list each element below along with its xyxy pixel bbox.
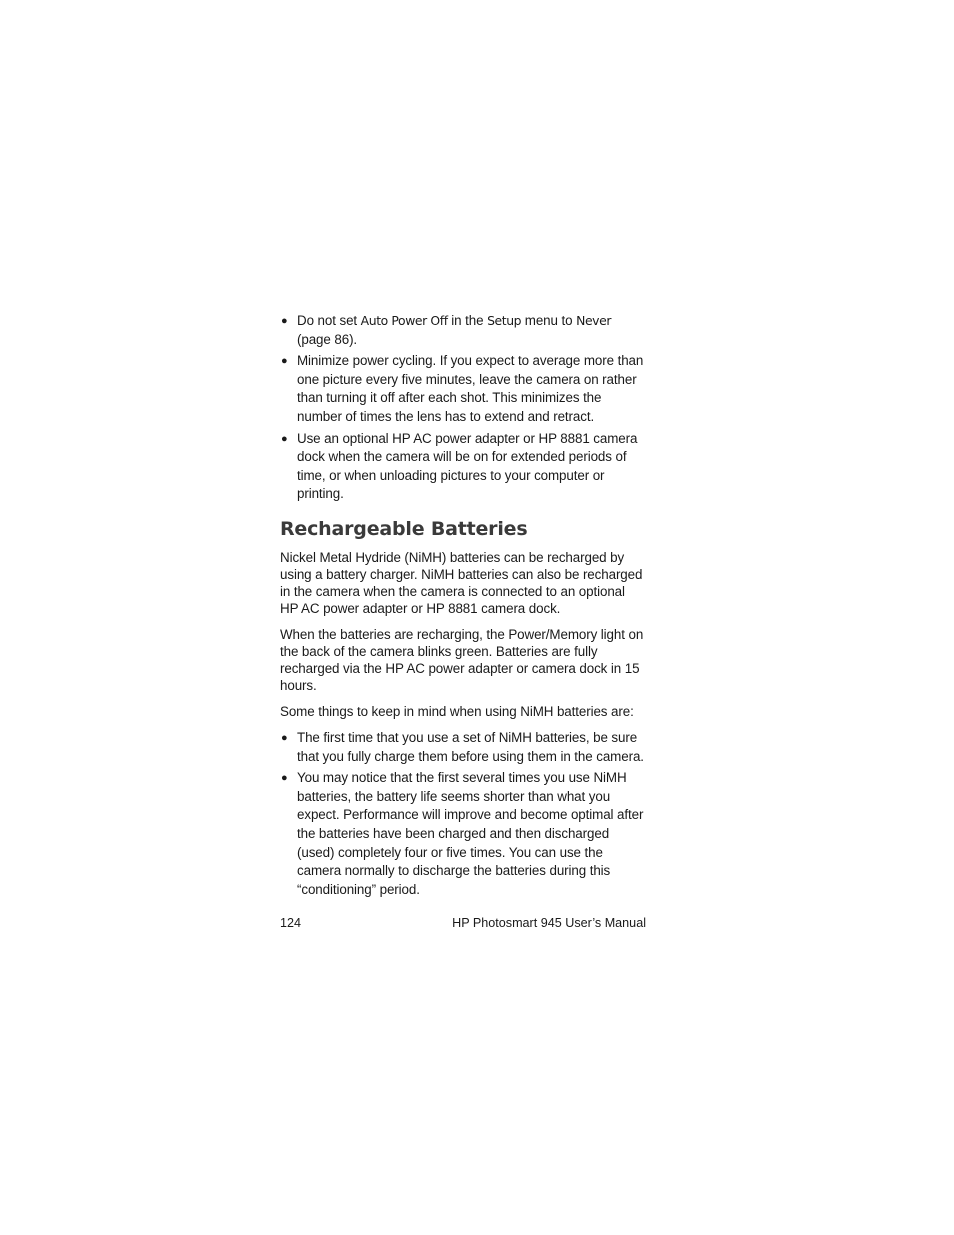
menu-term-setup: Setup: [487, 313, 522, 328]
paragraph-things-to-keep: Some things to keep in mind when using NiMH batteries are:: [280, 703, 634, 719]
list-item-text: Minimize power cycling. If you expect to average more than one picture every five minutes, leave the camera on rather than turning it off after each shot. This minimizes the number of times the lens has to extend and retract.: [297, 353, 644, 424]
section-heading: Rechargeable Batteries: [280, 517, 528, 540]
bullet-icon: ●: [281, 355, 288, 368]
page-content: [280, 312, 646, 902]
list-item-text: The first time that you use a set of NiMH batteries, be sure that you fully charge them before using them in the camera.: [297, 729, 644, 764]
bullet-icon: ●: [281, 731, 288, 744]
paragraph-recharging: When the batteries are recharging, the Power/Memory light on the back of the camera blinks green. Batteries are fully recharged via the HP AC power adapter or camera dock in 15 hours.: [280, 626, 644, 693]
list-item: [280, 769, 646, 899]
power-tips-list: [280, 312, 646, 504]
manual-title: HP Photosmart 945 User’s Manual: [452, 916, 646, 930]
paragraph-nimh-intro: Nickel Metal Hydride (NiMH) batteries can be recharged by using a battery charger. NiMH batteries can also be recharged in the camera when the camera is connected to an optional HP AC power adapter or HP 8881 camera dock.: [280, 549, 643, 616]
list-item: [280, 729, 646, 766]
page-footer: [280, 914, 646, 932]
menu-term-auto-power-off: Auto Power Off: [360, 313, 448, 328]
list-item: [280, 352, 646, 426]
list-item: [280, 430, 646, 504]
bullet-icon: ●: [281, 772, 288, 785]
bullet-icon: ●: [281, 315, 288, 327]
list-item-text: You may notice that the first several times you use NiMH batteries, the battery life seems shorter than what you expect. Performance will improve and become optimal after the batteries have been charged and then discharged (used) completely four or five times. You can use the camera normally to discharge the batteries during this “conditioning” period.: [297, 770, 644, 897]
bullet-icon: ●: [281, 432, 288, 445]
page-number: 124: [280, 916, 302, 930]
nimh-tips-list: [280, 729, 646, 899]
list-item: ● Do not set Auto Power Off in the Setup menu to Never (page 86).: [281, 313, 612, 347]
menu-term-never: Never: [576, 313, 612, 328]
list-item-text: Use an optional HP AC power adapter or HP 8881 camera dock when the camera will be on for extended periods of time, or when unloading pictures to your computer or printing.: [297, 430, 638, 502]
